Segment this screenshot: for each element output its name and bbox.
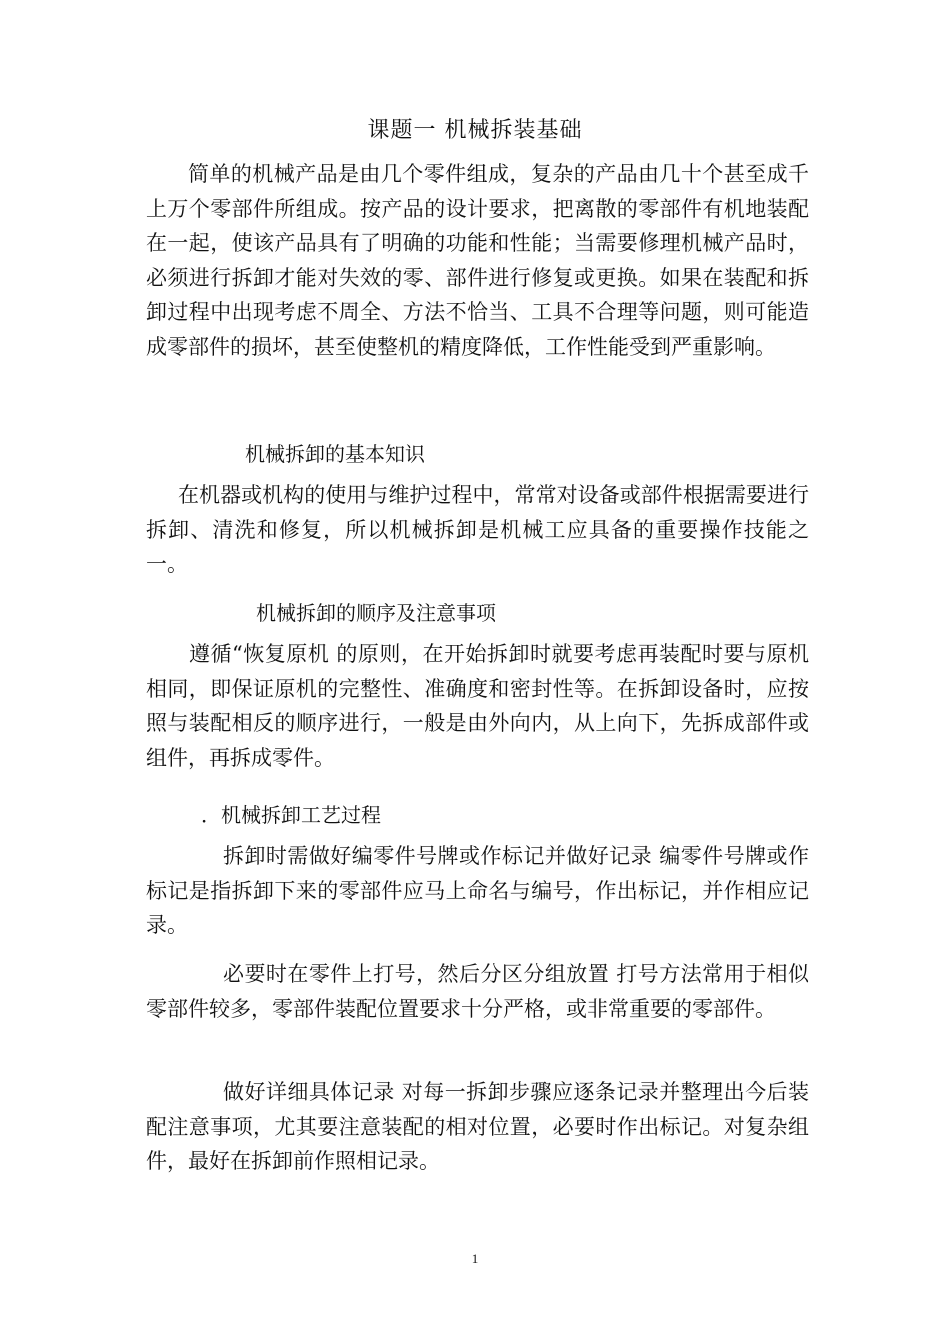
- marking-paragraph: 拆卸时需做好编零件号牌或作标记并做好记录 编零件号牌或作标记是指拆卸下来的零部件应马上命名与编号，作出标记，并作相应记录。: [146, 844, 809, 937]
- records-paragraph: 做好详细具体记录 对每一拆卸步骤应逐条记录并整理出今后装配注意事项，尤其要注意装配的相对位置，必要时作出标记。对复杂组件，最好在拆卸前作照相记录。: [146, 1080, 809, 1173]
- page-number: 1: [471, 1251, 479, 1266]
- page-title: 课题一 机械拆装基础: [367, 118, 583, 143]
- intro-paragraph: 简单的机械产品是由几个零件组成，复杂的产品由几十个甚至成千上万个零部件所组成。按产品的设计要求，把离散的零部件有机地装配在一起，使该产品具有了明确的功能和性能；当需要修理机械产品时，必须进行拆卸才能对失效的零、部件进行修复或更换。如果在装配和拆卸过程中出现考虑不周全、方法不恰当、工具不合理等问题，则可能造成零部件的损坏，甚至使整机的精度降低，工作性能受到严重影响。: [146, 162, 809, 359]
- heading-basic-knowledge: 机械拆卸的基本知识: [245, 442, 425, 466]
- heading-order-notes: 机械拆卸的顺序及注意事项: [256, 601, 496, 625]
- heading-process: ．机械拆卸工艺过程: [201, 803, 381, 827]
- basic-knowledge-paragraph: 在机器或机构的使用与维护过程中，常常对设备或部件根据需要进行拆卸、清洗和修复，所以机械拆卸是机械工应具备的重要操作技能之一。: [146, 483, 809, 576]
- stamping-paragraph: 必要时在零件上打号，然后分区分组放置 打号方法常用于相似零部件较多，零部件装配位置要求十分严格，或非常重要的零部件。: [146, 962, 809, 1021]
- order-notes-paragraph: 遵循“恢复原机 的原则，在开始拆卸时就要考虑再装配时要与原机相同，即保证原机的完整性、准确度和密封性等。在拆卸设备时，应按照与装配相反的顺序进行，一般是由外向内，从上向下，先拆成部件或组件，再拆成零件。: [146, 642, 809, 770]
